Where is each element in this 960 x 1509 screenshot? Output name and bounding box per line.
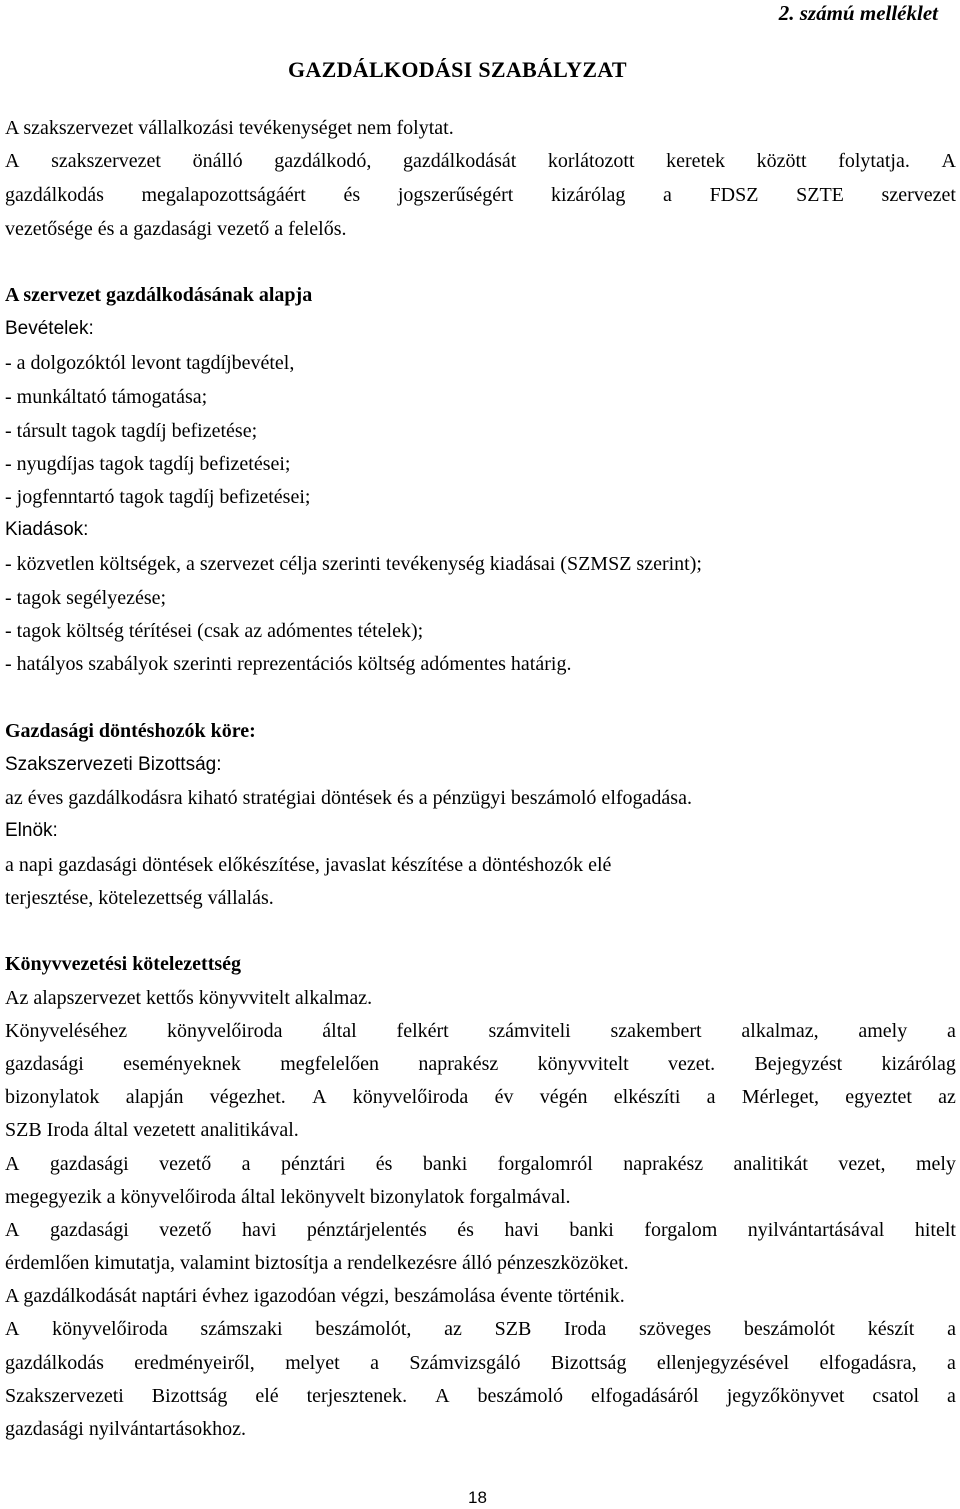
- word: havi: [241, 1219, 277, 1241]
- word: a: [947, 1318, 956, 1340]
- word: A: [312, 1086, 327, 1108]
- word: kizárólag: [881, 1053, 956, 1075]
- word: számviteli: [488, 1020, 571, 1042]
- word: gazdasági: [49, 1219, 129, 1241]
- word: gazdasági: [49, 1153, 129, 1175]
- word: forgalomról: [497, 1153, 593, 1175]
- expense-item: - tagok költség térítései (csak az adómentes tételek);: [5, 620, 424, 642]
- word: A: [5, 150, 20, 172]
- word: és: [343, 184, 361, 206]
- word: nyilvántartásával: [747, 1219, 885, 1241]
- word: korlátozott: [547, 150, 635, 172]
- word: számszaki: [200, 1318, 283, 1340]
- word: alkalmaz,: [741, 1020, 819, 1042]
- word: könyvvitelt: [537, 1053, 629, 1075]
- word: elé: [255, 1385, 279, 1407]
- word: A: [941, 150, 956, 172]
- word: A: [5, 1318, 20, 1340]
- word: a: [706, 1086, 716, 1108]
- word: jogszerűségért: [397, 184, 514, 206]
- word: készít: [867, 1318, 915, 1340]
- word: A: [5, 1153, 20, 1175]
- page-number: 18: [468, 1488, 487, 1507]
- word: könyvelőiroda: [166, 1020, 283, 1042]
- word: az: [444, 1318, 462, 1340]
- bookkeeping-text: [5, 1051, 956, 1077]
- word: terjesztenek.: [306, 1385, 408, 1407]
- word: szervezet: [881, 184, 956, 206]
- word: naprakész: [418, 1053, 499, 1075]
- word: vezet.: [667, 1053, 716, 1075]
- word: egyeztet: [845, 1086, 912, 1108]
- word: vezető: [159, 1219, 212, 1241]
- intro-line-2: [5, 148, 956, 174]
- word: FDSZ: [709, 184, 759, 206]
- word: amely: [858, 1020, 908, 1042]
- word: szakembert: [610, 1020, 702, 1042]
- word: megalapozottságáért: [141, 184, 306, 206]
- intro-line-4: vezetősége és a gazdasági vezető a felelős.: [5, 218, 347, 240]
- word: naprakész: [623, 1153, 704, 1175]
- word: a: [947, 1020, 956, 1042]
- bookkeeping-text: [5, 1383, 956, 1409]
- word: Bejegyzést: [754, 1053, 843, 1075]
- president-label: Elnök:: [5, 820, 58, 841]
- word: Bizottság: [550, 1352, 627, 1374]
- word: elfogadásra,: [819, 1352, 917, 1374]
- word: könyvelőiroda: [352, 1086, 469, 1108]
- income-item: - jogfenntartó tagok tagdíj befizetései;: [5, 486, 311, 508]
- bookkeeping-text: [5, 1316, 956, 1342]
- word: és: [375, 1153, 393, 1175]
- word: A: [5, 1219, 20, 1241]
- word: önálló: [192, 150, 243, 172]
- income-item: - nyugdíjas tagok tagdíj befizetései;: [5, 453, 291, 475]
- bookkeeping-text: megegyezik a könyvelőiroda által lekönyvelt bizonylatok forgalmával.: [5, 1186, 571, 1208]
- income-item: - a dolgozóktól levont tagdíjbevétel,: [5, 352, 295, 374]
- board-text: az éves gazdálkodásra kiható stratégiai döntések és a pénzügyi beszámoló elfogadása.: [5, 787, 692, 809]
- word: vezet,: [838, 1153, 886, 1175]
- bookkeeping-text: A gazdálkodását naptári évhez igazodóan végzi, beszámolása évente történik.: [5, 1285, 625, 1307]
- expense-item: - tagok segélyezése;: [5, 587, 167, 609]
- word: Iroda: [564, 1318, 607, 1340]
- bookkeeping-text: [5, 1350, 956, 1376]
- word: pénztári: [280, 1153, 346, 1175]
- bookkeeping-text: [5, 1217, 956, 1243]
- word: jegyzőkönyvet: [726, 1385, 845, 1407]
- word: év: [494, 1086, 514, 1108]
- word: folytatja.: [838, 150, 910, 172]
- word: Számvizsgáló: [409, 1352, 521, 1374]
- basis-heading: A szervezet gazdálkodásának alapja: [5, 284, 313, 306]
- word: hitelt: [914, 1219, 956, 1241]
- board-label: Szakszervezeti Bizottság:: [5, 754, 222, 775]
- word: és: [457, 1219, 474, 1241]
- word: gazdálkodás: [5, 184, 104, 206]
- word: havi: [504, 1219, 539, 1241]
- word: a: [370, 1352, 379, 1374]
- president-text: terjesztése, kötelezettség vállalás.: [5, 887, 274, 909]
- word: SZB: [494, 1318, 532, 1340]
- word: Bizottság: [151, 1385, 228, 1407]
- word: Mérleget,: [741, 1086, 820, 1108]
- word: által: [322, 1020, 357, 1042]
- annex-label: 2. számú melléklet: [778, 1, 938, 25]
- word: Könyveléséhez: [5, 1020, 128, 1042]
- bookkeeping-heading: Könyvvezetési kötelezettség: [5, 953, 242, 975]
- word: szöveges: [638, 1318, 712, 1340]
- bookkeeping-text: [5, 1084, 956, 1110]
- bookkeeping-text: [5, 1018, 956, 1044]
- bookkeeping-text: érdemlően kimutatja, valamint biztosítja a rendelkezésre álló pénzeszközöket.: [5, 1252, 629, 1274]
- document-title: GAZDÁLKODÁSI SZABÁLYZAT: [288, 57, 627, 82]
- word: a: [947, 1385, 956, 1407]
- word: ellenjegyzésével: [656, 1352, 790, 1374]
- income-label: Bevételek:: [5, 318, 94, 339]
- word: végén: [539, 1086, 588, 1108]
- expense-item: - hatályos szabályok szerinti reprezentációs költség adómentes határig.: [5, 653, 572, 675]
- word: vezető: [159, 1153, 212, 1175]
- word: alapján: [125, 1086, 184, 1108]
- word: a: [663, 184, 672, 206]
- word: felkért: [396, 1020, 449, 1042]
- word: könyvelőiroda: [52, 1318, 168, 1340]
- word: Szakszervezeti: [5, 1385, 124, 1407]
- word: mely: [915, 1153, 956, 1175]
- bookkeeping-text: SZB Iroda által vezetett analitikával.: [5, 1119, 299, 1141]
- word: pénztárjelentés: [306, 1219, 427, 1241]
- word: csatol: [872, 1385, 920, 1407]
- word: eredményeiről,: [134, 1352, 255, 1374]
- expense-label: Kiadások:: [5, 519, 89, 540]
- bookkeeping-text: gazdasági nyilvántartásokhoz.: [5, 1418, 247, 1440]
- word: a: [947, 1352, 956, 1374]
- word: elfogadásáról: [590, 1385, 699, 1407]
- word: bizonylatok: [5, 1086, 100, 1108]
- word: kizárólag: [550, 184, 626, 206]
- word: beszámolót: [743, 1318, 835, 1340]
- word: elkészíti: [613, 1086, 681, 1108]
- income-item: - munkáltató támogatása;: [5, 386, 208, 408]
- word: banki: [422, 1153, 468, 1175]
- word: analitikát: [733, 1153, 808, 1175]
- word: forgalom: [644, 1219, 718, 1241]
- word: eseményeknek: [123, 1053, 241, 1075]
- word: gazdálkodás: [5, 1352, 104, 1374]
- word: A: [435, 1385, 450, 1407]
- word: melyet: [285, 1352, 340, 1374]
- bookkeeping-text: [5, 1151, 956, 1177]
- intro-line-3: [5, 182, 956, 208]
- word: a: [241, 1153, 251, 1175]
- word: beszámolót,: [315, 1318, 412, 1340]
- word: között: [756, 150, 807, 172]
- expense-item: - közvetlen költségek, a szervezet célja szerinti tevékenység kiadásai (SZMSZ szerint);: [5, 553, 702, 575]
- intro-line-1: A szakszervezet vállalkozási tevékenységet nem folytat.: [5, 117, 454, 139]
- income-item: - társult tagok tagdíj befizetése;: [5, 420, 258, 442]
- word: szakszervezet: [51, 150, 161, 172]
- word: SZTE: [796, 184, 844, 206]
- word: megfelelően: [280, 1053, 380, 1075]
- decision-heading: Gazdasági döntéshozók köre:: [5, 720, 256, 742]
- word: keretek: [666, 150, 725, 172]
- word: az: [938, 1086, 956, 1108]
- word: gazdálkodó,: [274, 150, 372, 172]
- word: banki: [569, 1219, 614, 1241]
- word: végezhet.: [209, 1086, 286, 1108]
- word: beszámoló: [477, 1385, 564, 1407]
- bookkeeping-text: Az alapszervezet kettős könyvvitelt alkalmaz.: [5, 987, 373, 1009]
- word: gazdasági: [5, 1053, 84, 1075]
- word: gazdálkodását: [403, 150, 517, 172]
- president-text: a napi gazdasági döntések előkészítése, javaslat készítése a döntéshozók elé: [5, 854, 612, 876]
